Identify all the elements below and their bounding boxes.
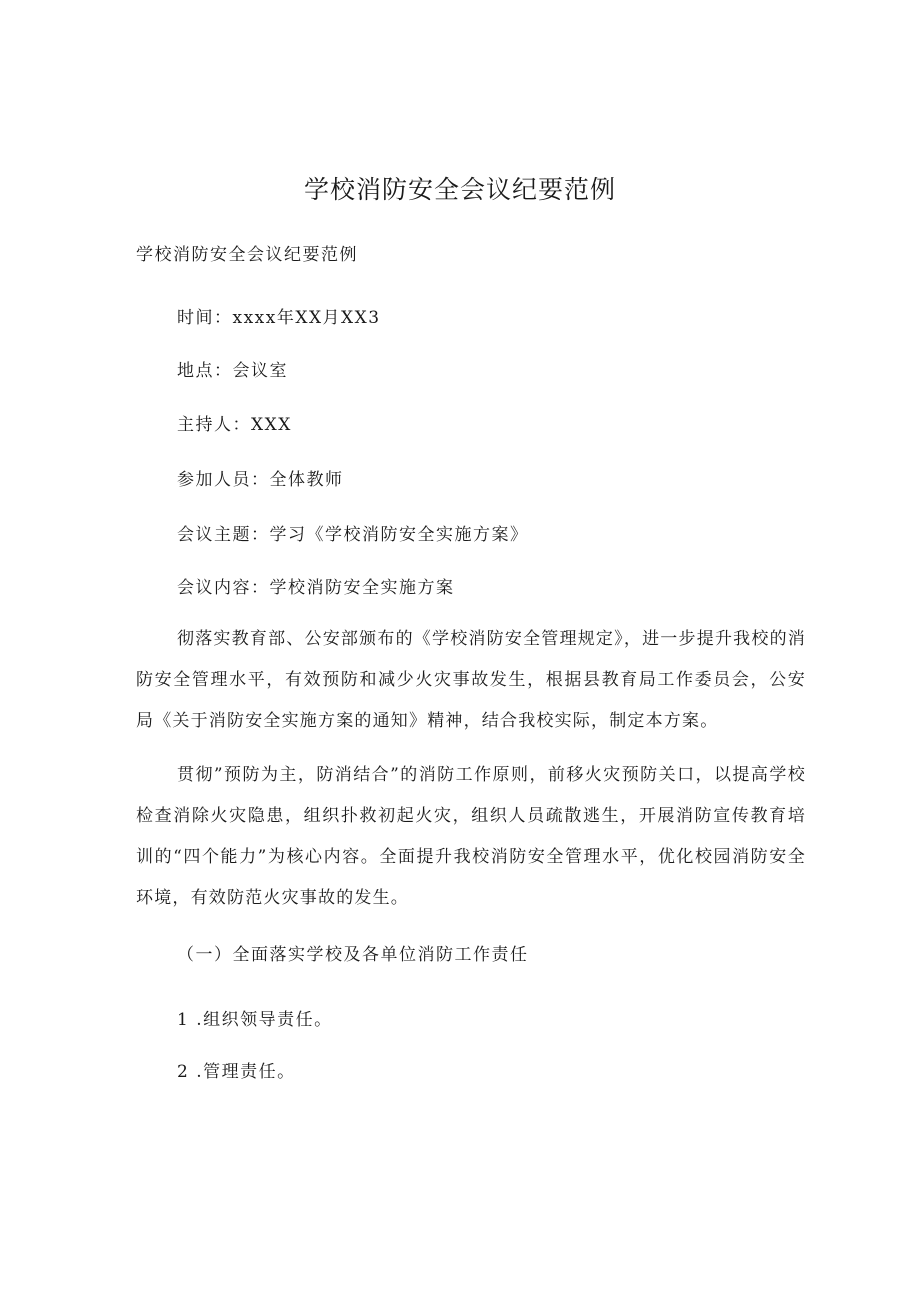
document-subtitle: 学校消防安全会议纪要范例: [136, 245, 358, 265]
meeting-attendees: 参加人员：全体教师: [177, 470, 344, 490]
document-title: 学校消防安全会议纪要范例: [303, 175, 616, 204]
meeting-place: 地点：会议室: [177, 361, 288, 381]
list-item-2: 2 .管理责任。: [177, 1062, 296, 1082]
body-paragraph-2: 贯彻”预防为主，防消结合”的消防工作原则，前移火灾预防关口，以提高学校检查消除火灾隐患，组织扑救初起火灾，组织人员疏散逃生，开展消防宣传教育培训的“四个能力”为核心内容。全面提升我校消防安全管理水平，优化校园消防安全环境，有效防范火灾事故的发生。: [136, 765, 806, 908]
list-item-1: 1 .组织领导责任。: [177, 1010, 333, 1030]
section-heading: （一）全面落实学校及各单位消防工作责任: [177, 945, 529, 965]
meeting-time: 时间：xxxx年XX月XX3: [177, 308, 381, 328]
meeting-topic: 会议主题：学习《学校消防安全实施方案》: [177, 525, 529, 545]
body-paragraph-1: 彻落实教育部、公安部颁布的《学校消防安全管理规定》，进一步提升我校的消防安全管理水平，有效预防和减少火灾事故发生，根据县教育局工作委员会，公安局《关于消防安全实施方案的通知》精神，结合我校实际，制定本方案。: [136, 629, 806, 731]
meeting-content: 会议内容：学校消防安全实施方案: [177, 578, 455, 598]
meeting-host: 主持人：XXX: [177, 415, 292, 435]
